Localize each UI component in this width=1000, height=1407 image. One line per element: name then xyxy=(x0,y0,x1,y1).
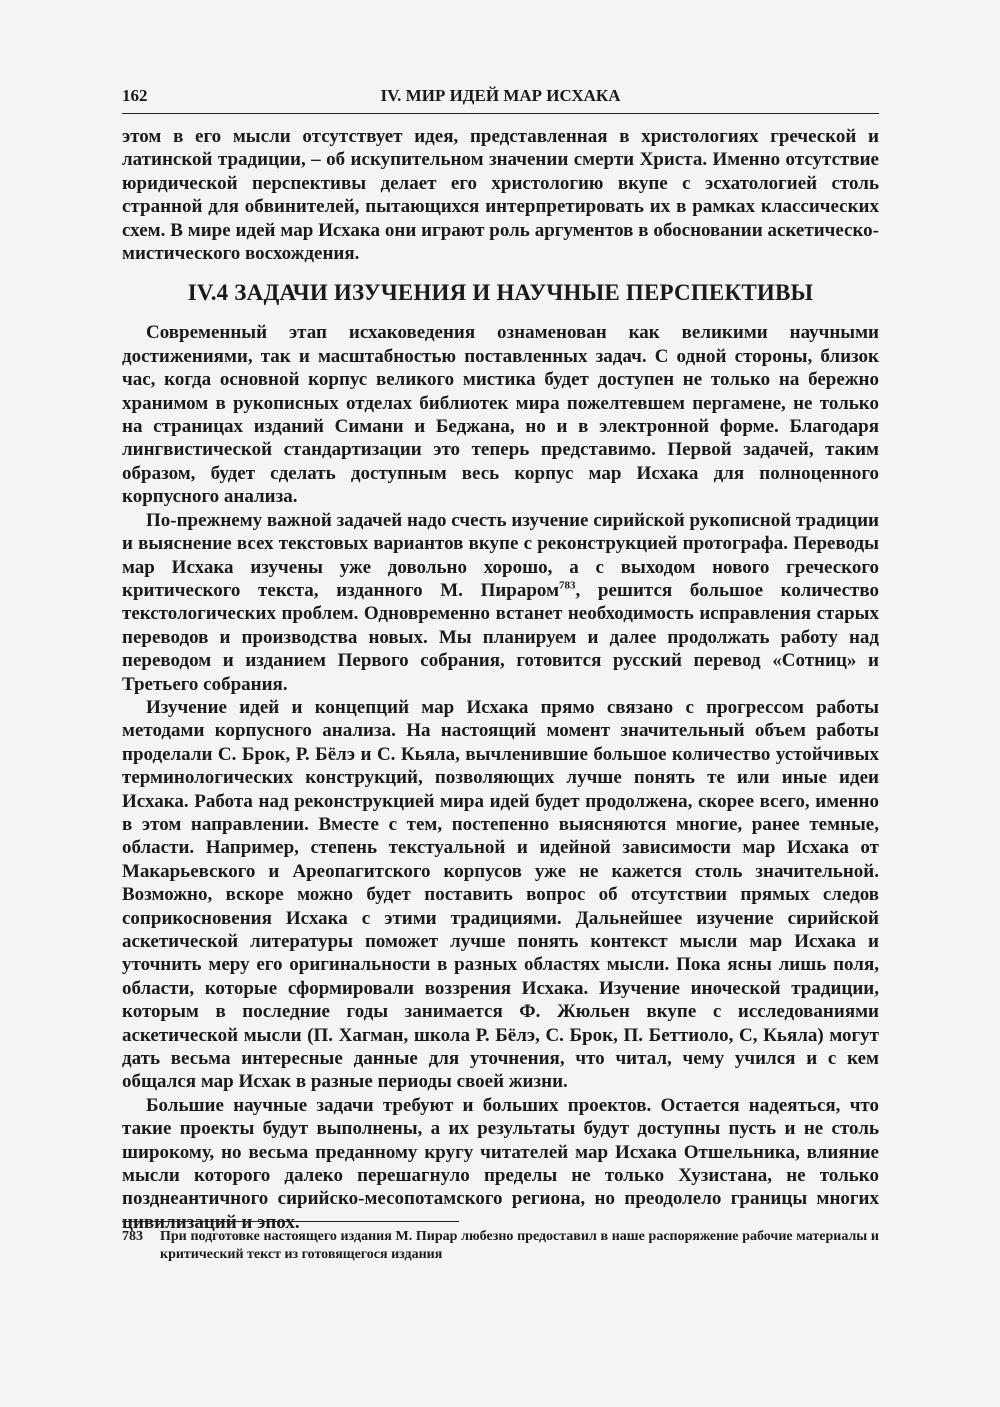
header-rule xyxy=(122,113,879,114)
footnote xyxy=(122,1228,879,1264)
paragraph: Изучение идей и концепций мар Исхака прямо связано с прогрессом работы методами корпусного анализа. На настоящий момент значительный объем работы проделали С. Брок, Р. Бёлэ и С. Кьяла, вычленившие большое количество устойчивых терминологических конструкций, позволяющих лучше понять те или иные идеи Исхака. Работа над реконструкцией мира идей будет продолжена, скорее всего, именно в этом направлении. Вместе с тем, постепенно выясняются многие, ранее темные, области. Например, степень текстуальной и идейной зависимости мар Исхака от Макарьевского и Ареопагитского корпусов уже не кажется столь значительной. Возможно, вскоре можно будет поставить вопрос об отсутствии прямых следов соприкосновения Исхака с этими традициями. Дальнейшее изучение сирийской аскетической литературы поможет лучше понять контекст мысли мар Исхака и уточнить меру его оригинальности в разных областях мысли. Пока ясны лишь поля, области, которые сформировали воззрения Исхака. Изучение иноческой традиции, которым в последние годы занимается Ф. Жюльен вкупе с исследованиями аскетической мысли (П. Хагман, школа Р. Бёлэ, С. Брок, П. Беттиоло, С, Кьяла) могут дать весьма интересные данные для уточнения, что читал, чему учился и с кем общался мар Исхак в разные периоды своей жизни. xyxy=(122,696,879,1093)
paragraph-text-part: По-прежнему важной задачей надо счесть изучение сирийской рукописной традиции и выяснение всех текстовых вариантов вкупе с реконструкцией протографа. Переводы мар Исхака изучены уже довольно хорошо, а с выходом нового греческого критического текста, изданного М. Пираром xyxy=(122,509,879,601)
running-title: IV. МИР ИДЕЙ МАР ИСХАКА xyxy=(380,86,621,105)
paragraph-continued: этом в его мысли отсутствует идея, представленная в христологиях греческой и латинской традиции, – об искупительном значении смерти Христа. Именно отсутствие юридической перспективы делает его христологию вкупе с эсхатологией столь странной для обвинителей, пытающихся интерпретировать их в рамках классических схем. В мире идей мар Исхака они играют роль аргументов в обосновании аскетическо-мистического восхождения. xyxy=(122,126,879,265)
paragraph: Современный этап исхаковедения ознаменован как великими научными достижениями, так и масштабностью поставленных задач. С одной стороны, близок час, когда основной корпус великого мистика будет доступен не только на бережно хранимом в рукописных отделах библиотек мира пожелтевшем пергамене, не только на страницах изданий Симани и Беджана, но и в электронной форме. Благодаря лингвистической стандартизации это теперь представимо. Первой задачей, таким образом, будет сделать доступным весь корпус мар Исхака для полноценного корпусного анализа. xyxy=(122,322,879,508)
paragraph: Большие научные задачи требуют и больших проектов. Остается надеяться, что такие проекты будут выполнены, а их результаты будут доступны пусть и не столь широкому, но весьма преданному кругу читателей мар Исхака Отшельника, влияние мысли которого далеко перешагнуло пределы не только Хузистана, не только позднеантичного сирийско-месопотамского региона, но преодолело границы многих цивилизаций и эпох. xyxy=(122,1094,879,1233)
paragraph-text-part: , решится большое количество текстологических проблем. Одновременно встанет необходимость исправления старых переводов и производства новых. Мы планируем и далее продолжать работу над переводом и изданием Первого собрания, готовится русский перевод «Сотниц» и Третьего собрания. xyxy=(122,579,880,695)
paragraph-with-footnote xyxy=(122,509,879,696)
main-text xyxy=(122,125,879,1234)
page-header xyxy=(122,86,879,110)
footnote-text: При подготовке настоящего издания М. Пирар любезно предоставил в наше распоряжение рабочие материалы и критический текст из готовящегося издания xyxy=(160,1229,879,1262)
footnote-number: 783 xyxy=(122,1229,143,1244)
page-number: 162 xyxy=(122,86,148,105)
section-title: IV.4 ЗАДАЧИ ИЗУЧЕНИЯ И НАУЧНЫЕ ПЕРСПЕКТИВЫ xyxy=(187,280,814,306)
footnote-rule xyxy=(122,1221,459,1222)
footnote-reference[interactable]: 783 xyxy=(559,579,576,592)
